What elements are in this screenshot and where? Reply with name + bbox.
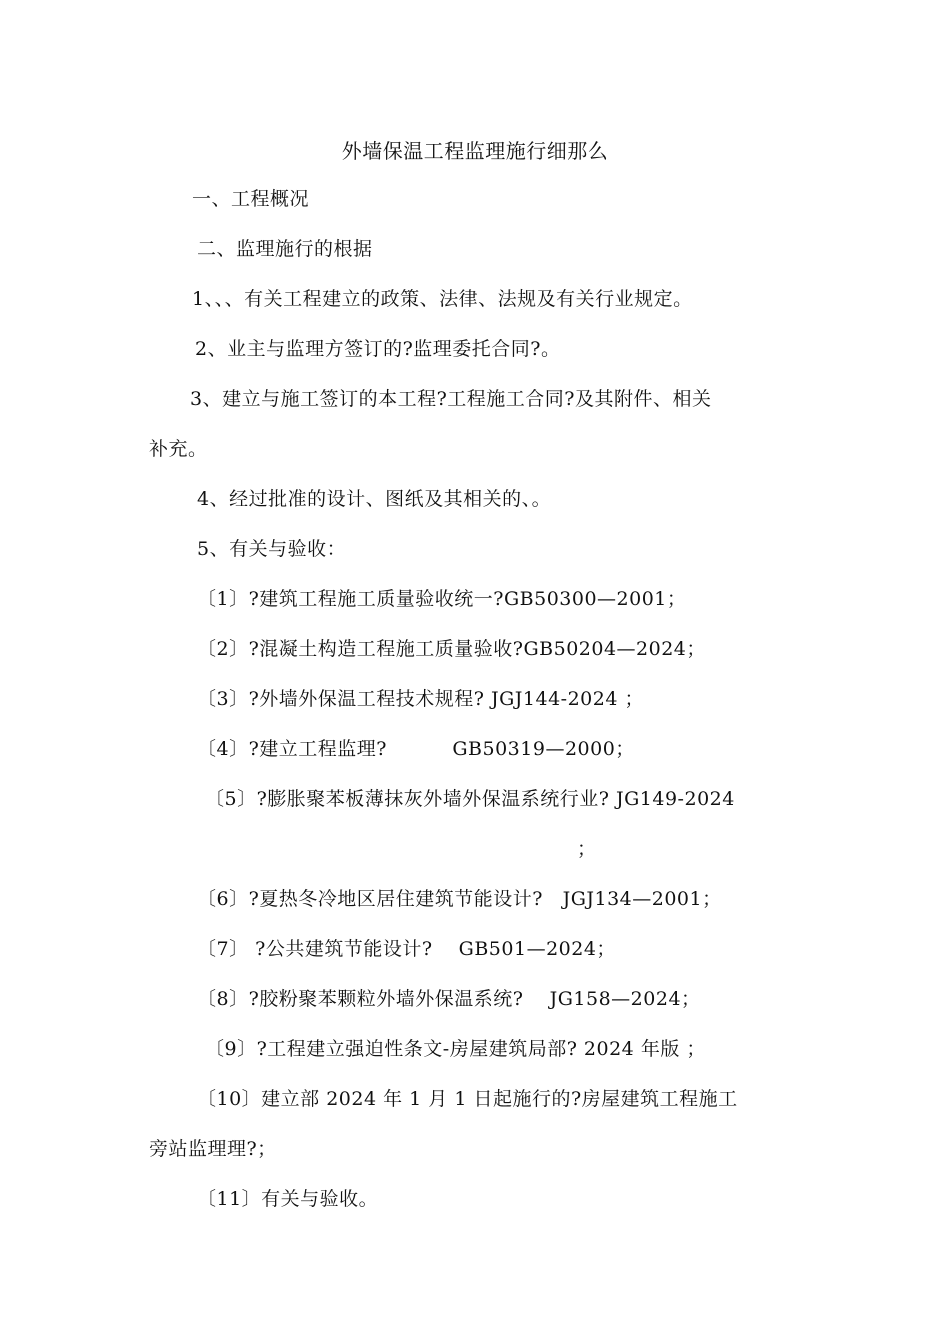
basis-item-3-line-1: 3、建立与施工签订的本工程?工程施工合同?及其附件、相关 xyxy=(190,388,712,410)
standard-item-1: 〔1〕?建筑工程施工质量验收统一?GB50300—2001； xyxy=(197,588,687,610)
page-title: 外墙保温工程监理施行细那么 xyxy=(341,139,609,163)
standard-item-9: 〔9〕?工程建立强迫性条文-房屋建筑局部? 2024 年版 ； xyxy=(205,1038,706,1060)
standard-item-7: 〔7〕 ?公共建筑节能设计? GB501—2024； xyxy=(197,938,616,960)
standard-item-3: 〔3〕?外墙外保温工程技术规程? JGJ144-2024 ； xyxy=(197,688,644,710)
standard-item-11: 〔11〕有关与验收。 xyxy=(197,1188,379,1210)
standard-item-5-line-2: ； xyxy=(577,838,597,860)
basis-item-4: 4、经过批准的设计、图纸及其相关的、。 xyxy=(197,488,552,510)
standard-item-6: 〔6〕?夏热冬冷地区居住建筑节能设计? JGJ134—2001； xyxy=(197,888,722,910)
standard-item-4: 〔4〕?建立工程监理? GB50319—2000； xyxy=(197,738,635,760)
standard-item-5-line-1: 〔5〕?膨胀聚苯板薄抹灰外墙外保温系统行业? JG149-2024 xyxy=(205,788,735,810)
section-heading-basis: 二、监理施行的根据 xyxy=(197,238,373,260)
basis-item-3-line-2: 补充。 xyxy=(149,438,208,460)
basis-item-2: 2、业主与监理方签订的?监理委托合同?。 xyxy=(195,338,561,360)
standard-item-10-line-1: 〔10〕建立部 2024 年 1 月 1 日起施行的?房屋建筑工程施工 xyxy=(197,1088,738,1110)
standard-item-8: 〔8〕?胶粉聚苯颗粒外墙外保温系统? JG158—2024； xyxy=(197,988,701,1010)
basis-item-5: 5、有关与验收： xyxy=(197,538,347,560)
section-heading-overview: 一、工程概况 xyxy=(192,188,310,210)
standard-item-2: 〔2〕?混凝土构造工程施工质量验收?GB50204—2024； xyxy=(197,638,706,660)
basis-item-1: 1、、、有关工程建立的政策、法律、法规及有关行业规定。 xyxy=(192,288,693,310)
standard-item-10-line-2: 旁站监理理?； xyxy=(149,1138,277,1160)
